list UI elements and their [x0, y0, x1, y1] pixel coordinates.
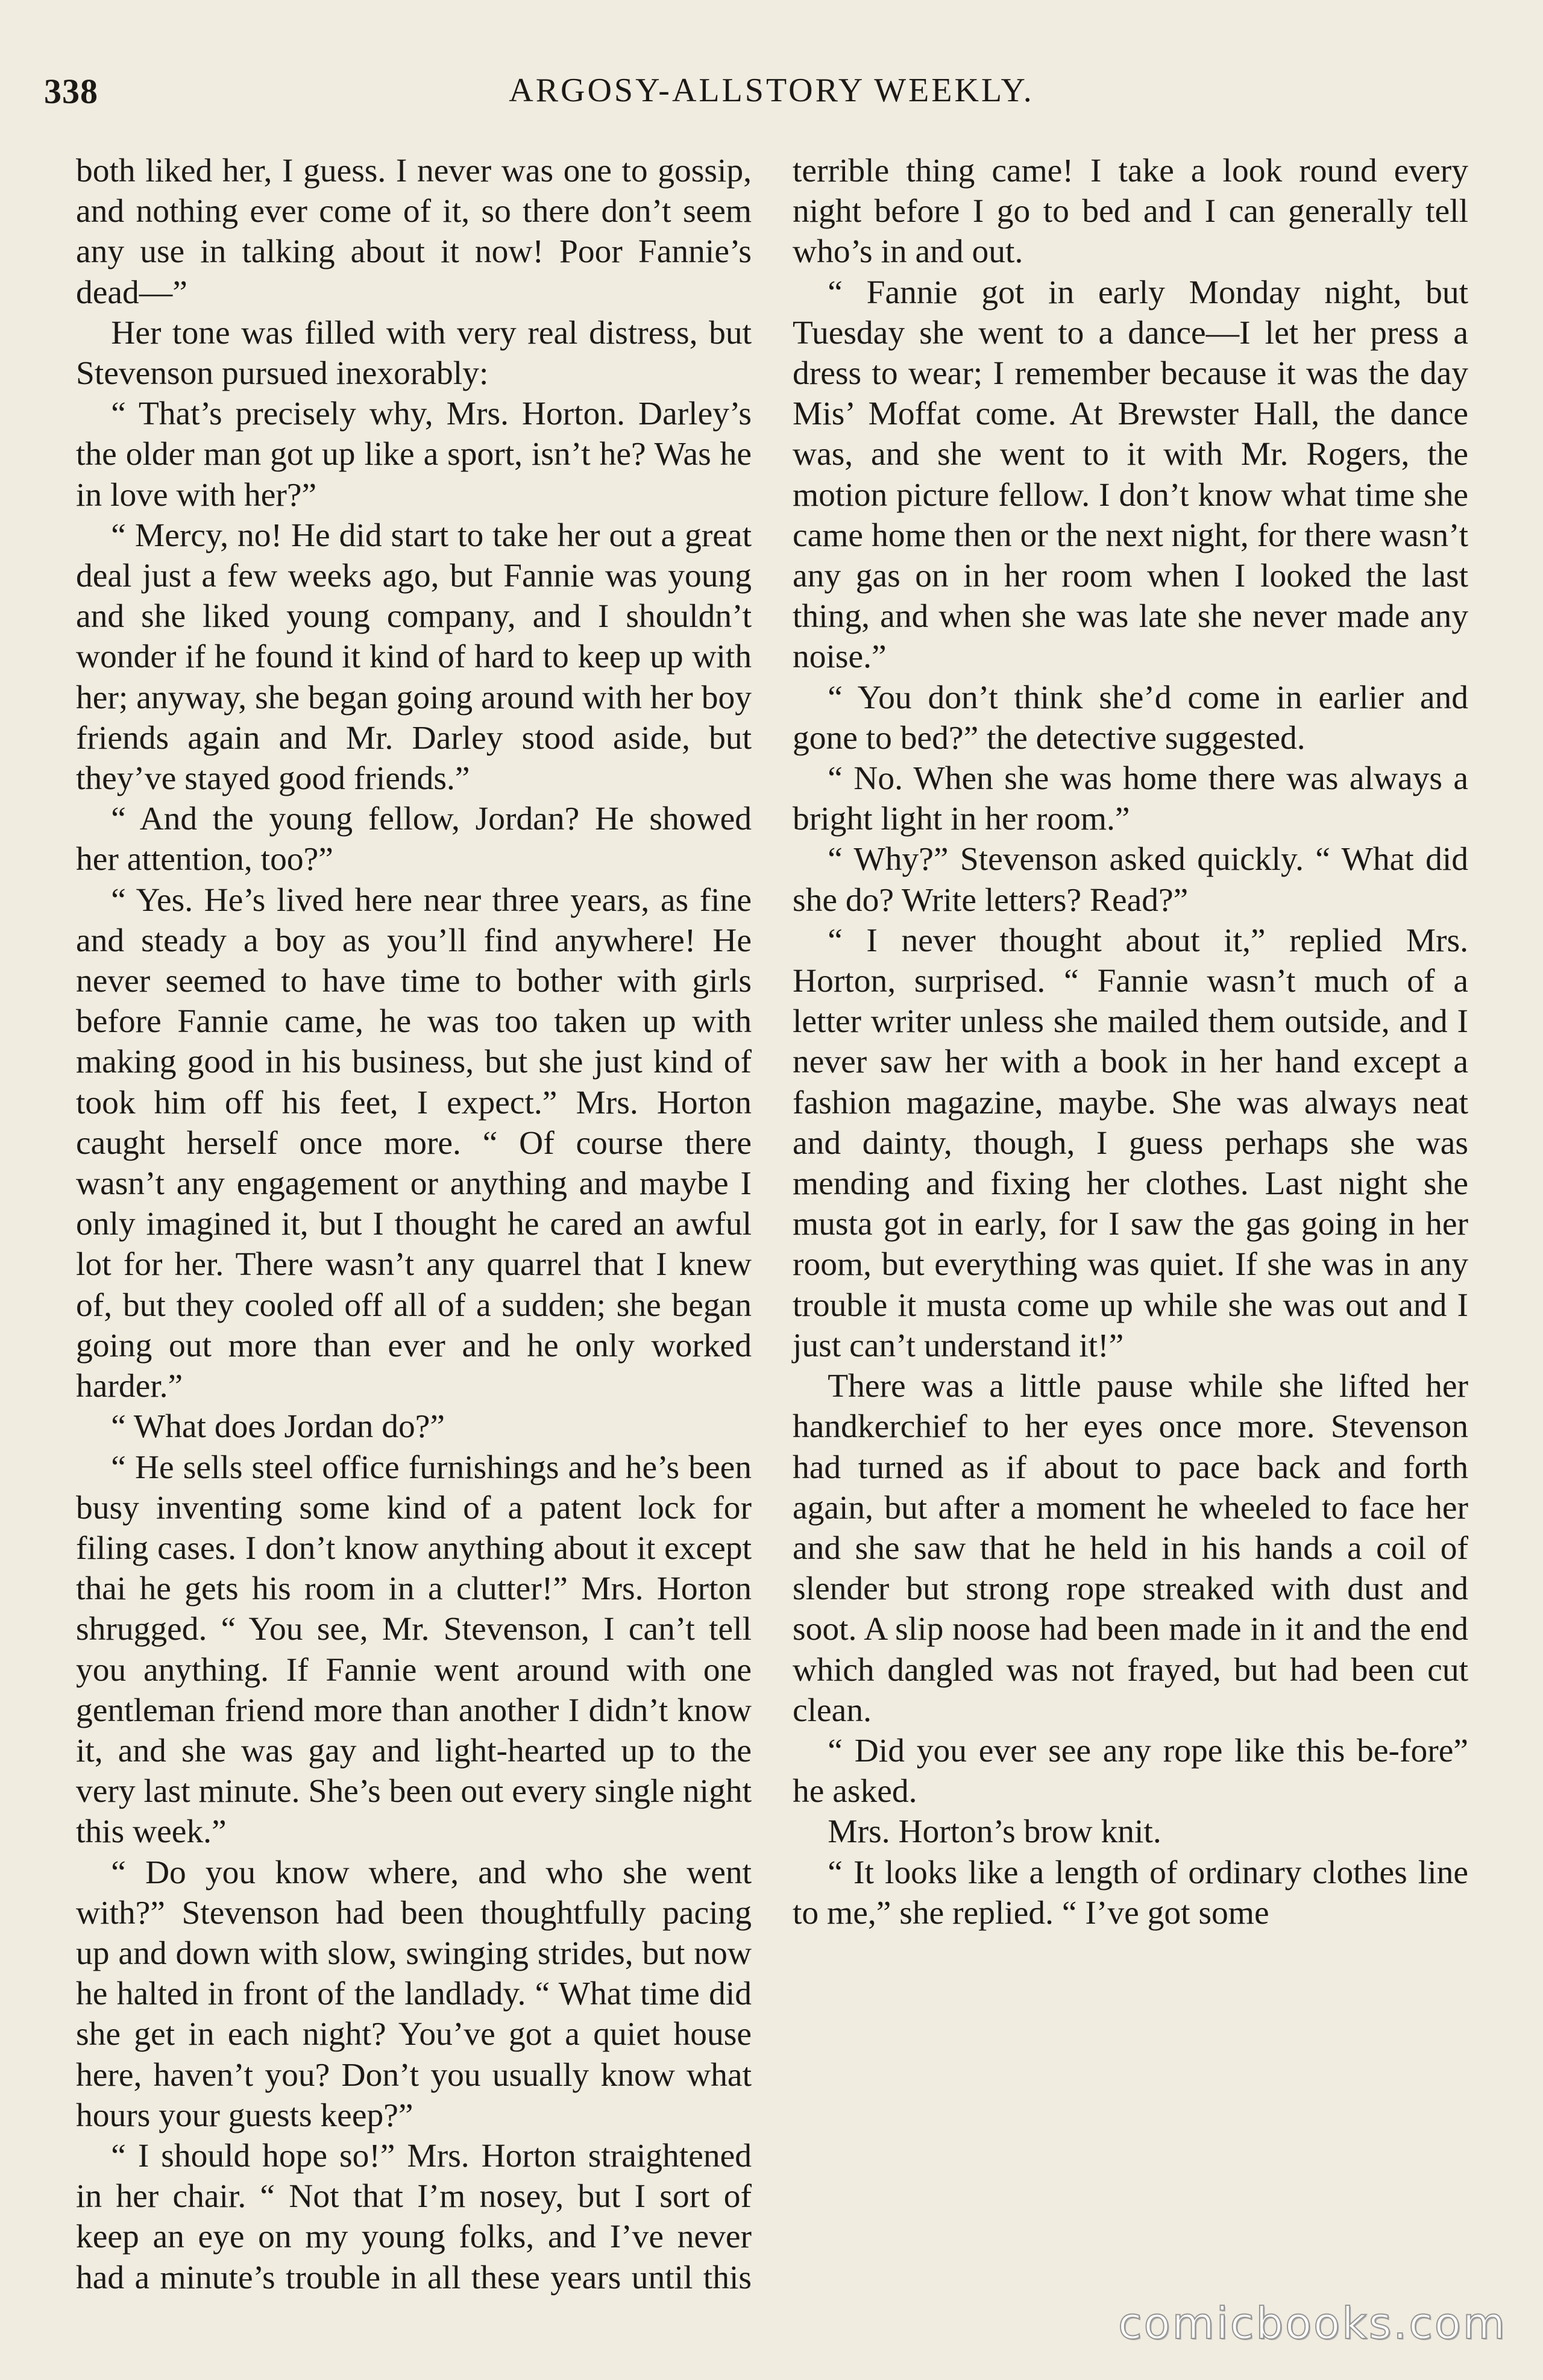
- paragraph: “ And the young fellow, Jordan? He showed her attention, too?”: [76, 801, 752, 878]
- paragraph: “ Why?” Stevenson asked quickly. “ What did she do? Write letters? Read?”: [793, 841, 1468, 919]
- page-number: 338: [44, 72, 98, 111]
- paragraph: “ What does Jordan do?”: [111, 1408, 445, 1446]
- article-body: [76, 151, 1468, 2300]
- paragraph: “ Did you ever see any rope like this be-fore” he asked.: [793, 1732, 1468, 1810]
- running-title: ARGOSY-ALLSTORY WEEKLY.: [509, 72, 1034, 109]
- paragraph: “ You don’t think she’d come in earlier and gone to bed?” the detective suggested.: [793, 679, 1468, 757]
- paragraph: “ Fannie got in early Monday night, but Tuesday she went to a dance—I let her press a dress to wear; I remember because it was the day Mis’ Moffat come. At Brewster Hall, the dance was, and she went to it with Mr. Rogers, the motion picture fellow. I don’t know what time she came home then or the next night, for there wasn’t any gas on in her room when I looked the last thing, and when she was late she never made any noise.”: [793, 274, 1468, 676]
- paragraph: “ He sells steel office furnishings and he’s been busy inventing some kind of a patent lock for filing cases. I don’t know anything about it except thai he gets his room in a clutter!” Mrs. Horton shrugged. “ You see, Mr. Stevenson, I can’t tell you anything. If Fannie went around with one gentleman friend more than another I didn’t know it, and she was gay and light-hearted up to the very last minute. She’s been out every single night this week.”: [76, 1449, 752, 1851]
- paragraph: “ I never thought about it,” replied Mrs. Horton, surprised. “ Fannie wasn’t much of a letter writer unless she mailed them outside, and I never saw her with a book in her hand except a fashion magazine, maybe. She was always neat and dainty, though, I guess perhaps she was mending and fixing her clothes. Last night she musta got in early, for I saw the gas going in her room, but everything was quiet. If she was in any trouble it musta come up while she was out and I just can’t understand it!”: [793, 922, 1468, 1364]
- paragraph: “ Mercy, no! He did start to take her out a great deal just a few weeks ago, but Fannie was young and she liked young company, and I shouldn’t wonder if he found it kind of hard to keep up with her; anyway, she began going around with her boy friends again and Mr. Darley stood aside, but they’ve stayed good friends.”: [76, 517, 752, 798]
- paragraph: Her tone was filled with very real distress, but Stevenson pursued inexorably:: [76, 314, 752, 392]
- paragraph: “ No. When she was home there was always a bright light in her room.”: [793, 760, 1468, 838]
- watermark-logo: comicbooks.com: [1117, 2298, 1507, 2349]
- paragraph: “ It looks like a length of ordinary clothes line to me,” she replied. “ I’ve got some: [793, 1854, 1468, 1931]
- paragraph: “ I should hope so!” Mrs. Horton straightened in her chair. “ Not that I’m nosey, but I sort of keep an eye on my young folks, and I’ve never had a minute’s trouble in all these years until this terrible thing came! I take a look round every night before I go to bed and I can generally tell who’s in and out.: [76, 153, 1468, 2296]
- paragraph: “ That’s precisely why, Mrs. Horton. Darley’s the older man got up like a sport, isn’t he? Was he in love with her?”: [76, 395, 752, 514]
- paragraph: “ Yes. He’s lived here near three years, as fine and steady a boy as you’ll find anywhere! He never seemed to have time to bother with girls before Fannie came, he was too taken up with making good in his business, but she just kind of took him off his feet, I expect.” Mrs. Horton caught herself once more. “ Of course there wasn’t any engagement or anything and maybe I only imagined it, but I thought he cared an awful lot for her. There wasn’t any quarrel that I knew of, but they cooled off all of a sudden; she began going out more than ever and he only worked harder.”: [76, 881, 752, 1405]
- paragraph: both liked her, I guess. I never was one to gossip, and nothing ever come of it, so there don’t seem any use in talking about it now! Poor Fannie’s dead—”: [76, 153, 752, 311]
- paragraph: “ Do you know where, and who she went with?” Stevenson had been thoughtfully pacing up and down with slow, swinging strides, but now he halted in front of the landlady. “ What time did she get in each night? You’ve got a quiet house here, haven’t you? Don’t you usually know what hours your guests keep?”: [76, 1854, 752, 2134]
- paragraph: Mrs. Horton’s brow knit.: [828, 1813, 1161, 1851]
- paragraph: There was a little pause while she lifted her handkerchief to her eyes once more. Stevenson had turned as if about to pace back and forth again, but after a moment he wheeled to face her and she saw that he held in his hands a coil of slender but strong rope streaked with dust and soot. A slip noose had been made in it and the end which dangled was not frayed, but had been cut clean.: [793, 1368, 1468, 1729]
- page-header: [0, 71, 1543, 119]
